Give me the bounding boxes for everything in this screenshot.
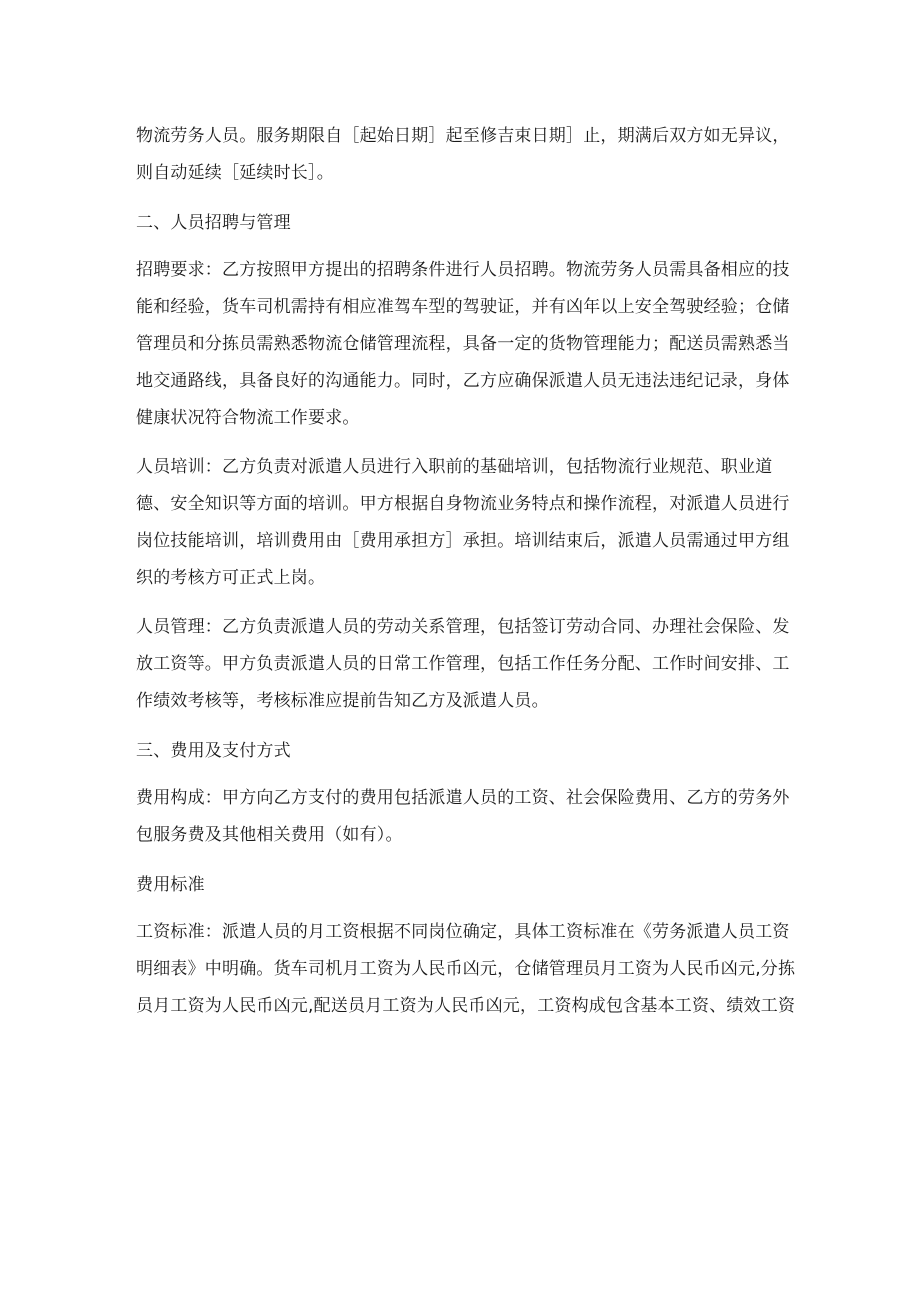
- paragraph-recruitment-requirements: 招聘要求：乙方按照甲方提出的招聘条件进行人员招聘。物流劳务人员需具备相应的技能和经验，货车司机需持有相应准驾车型的驾驶证，并有凶年以上安全驾驶经验；仓储管理员和分拣员需熟悉物流仓储管理流程，具备一定的货物管理能力；配送员需熟悉当地交通路线，具备良好的沟通能力。同时，乙方应确保派遣人员无违法违纪记录，身体健康状况符合物流工作要求。: [136, 260, 790, 428]
- section-heading-recruitment: 二、人员招聘与管理: [136, 213, 291, 233]
- paragraph-staff-training: 人员培训：乙方负责对派遣人员进行入职前的基础培训，包括物流行业规范、职业道德、安全知识等方面的培训。甲方根据自身物流业务特点和操作流程，对派遣人员进行岗位技能培训，培训费用由［费用承担方］承担。培训结束后，派遣人员需通过甲方组织的考核方可正式上岗。: [136, 457, 790, 588]
- paragraph-fee-composition: 费用构成：甲方向乙方支付的费用包括派遣人员的工资、社会保险费用、乙方的劳务外包服务费及其他相关费用（如有）。: [136, 788, 790, 845]
- paragraph-staff-management: 人员管理：乙方负责派遣人员的劳动关系管理，包括签订劳动合同、办理社会保险、发放工资等。甲方负责派遣人员的日常工作管理，包括工作任务分配、工作时间安排、工作绩效考核等，考核标准应提前告知乙方及派遣人员。: [136, 617, 790, 711]
- paragraph-wage-standard: 工资标准：派遣人员的月工资根据不同岗位确定，具体工资标准在《劳务派遣人员工资明细表》中明确。货车司机月工资为人民币凶元，仓储管理员月工资为人民币凶元,分拣员月工资为人民币凶元,配送员月工资为人民币凶元，工资构成包含基本工资、绩效工资: [136, 922, 796, 1016]
- section-heading-fees: 三、费用及支付方式: [136, 741, 291, 761]
- paragraph-service-term: 物流劳务人员。服务期限自［起始日期］起至修吉束日期］止，期满后双方如无异议，则自动延续［延续时长］。: [136, 126, 790, 183]
- subheading-fee-standard: 费用标准: [136, 875, 205, 895]
- document-body: [136, 118, 804, 1037]
